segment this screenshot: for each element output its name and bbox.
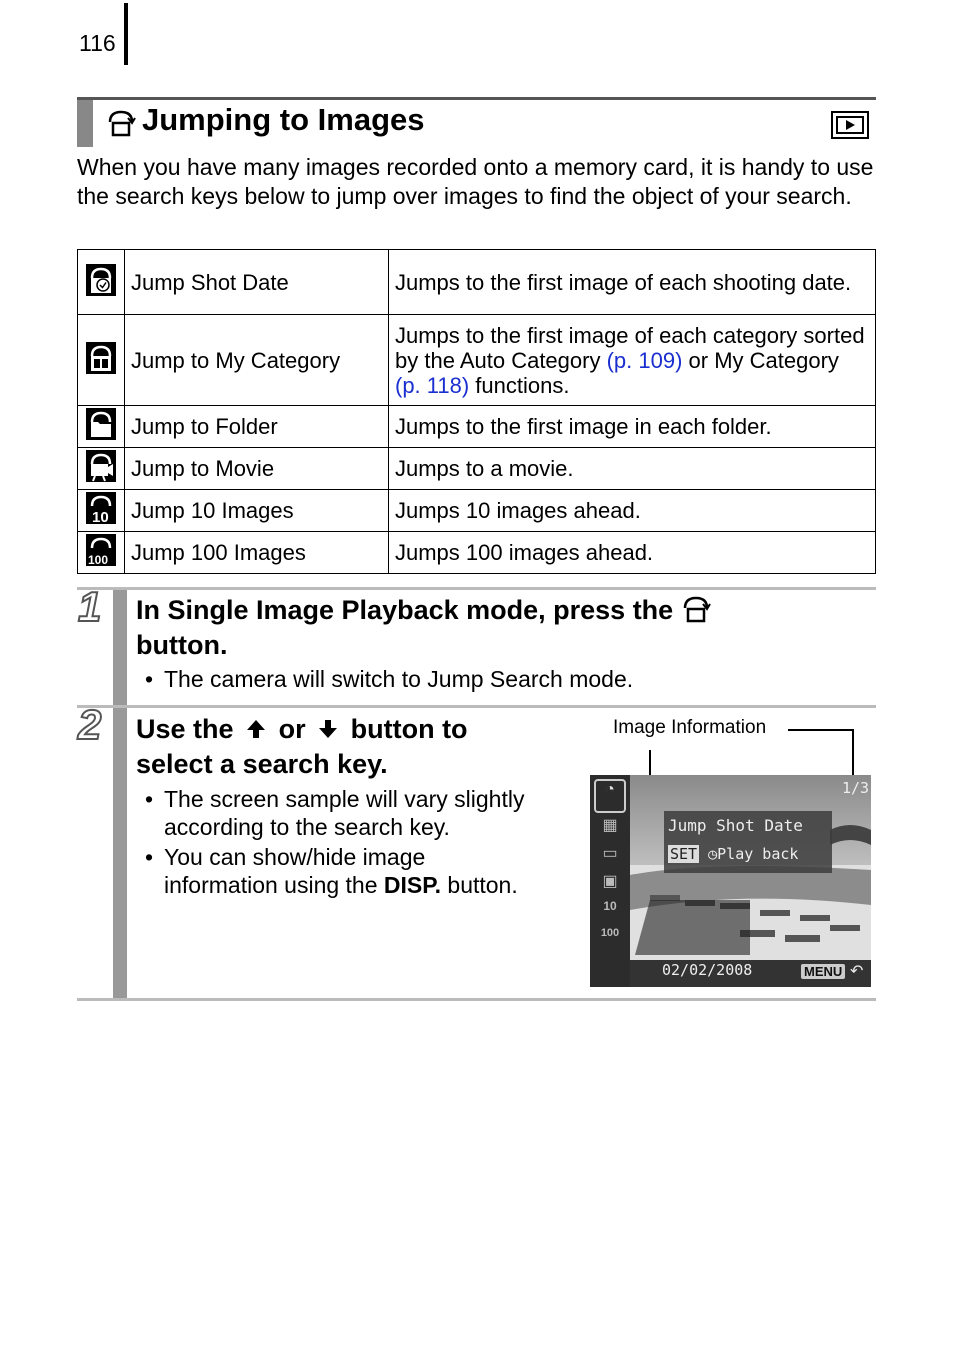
key-name: Jump to Folder <box>125 406 389 448</box>
jump-folder-icon <box>86 408 116 440</box>
jump-my-category-icon: ▦ <box>602 817 618 834</box>
jump-folder-icon: ▭ <box>602 845 618 862</box>
bullet-text-2: according to the search key. <box>164 814 450 840</box>
step-1-heading-text-2: button. <box>136 630 228 660</box>
page-number: 116 <box>79 30 116 56</box>
camera-screen <box>590 775 871 987</box>
icon-cell <box>78 250 125 315</box>
jump-shot-date-icon: ◔ <box>594 779 626 813</box>
step-2-number: 2 <box>78 701 102 748</box>
image-information-label: Image Information <box>613 717 767 738</box>
step-1-heading-text: In Single Image Playback mode, press the <box>136 595 674 625</box>
icon-cell <box>78 490 125 532</box>
intro-paragraph: When you have many images recorded onto a memory card, it is handy to use the search keys below to jump over images to find the object of your search. <box>77 154 874 209</box>
svg-text:100: 100 <box>88 553 109 566</box>
jump-movie-icon <box>86 450 116 482</box>
step-1-rule <box>77 587 876 590</box>
bullet-text-part: button. <box>441 872 518 898</box>
jump-icon <box>106 108 136 138</box>
jump-shot-date-icon <box>86 264 116 296</box>
svg-text:10: 10 <box>92 509 109 524</box>
key-desc: Jumps to a movie. <box>389 448 876 490</box>
table-row <box>78 315 876 406</box>
clock-icon: ◷ <box>708 845 718 863</box>
title-rule <box>77 97 876 100</box>
jump-100-icon: 100 <box>600 927 620 939</box>
jump-button-icon <box>681 594 711 624</box>
search-keys-table <box>77 249 876 574</box>
bullet-text: The camera will switch to Jump Search mode. <box>164 666 634 692</box>
bullet-text: The screen sample will vary slightly <box>164 786 525 812</box>
return-icon: ↶ <box>850 963 864 980</box>
jump-100-icon <box>86 534 116 566</box>
table-row <box>78 532 876 574</box>
icon-cell <box>78 406 125 448</box>
down-arrow-icon <box>317 718 339 740</box>
key-name: Jump to My Category <box>125 315 389 406</box>
title-block <box>77 100 93 147</box>
step-2-heading-or: or <box>278 714 306 744</box>
jump-icon-list <box>594 779 626 955</box>
step-2-heading-text-3: select a search key. <box>136 749 388 779</box>
key-name: Jump 100 Images <box>125 532 389 574</box>
key-desc <box>389 315 876 406</box>
desc-text: or My Category <box>682 347 839 373</box>
key-name: Jump to Movie <box>125 448 389 490</box>
desc-text: Jumps to the first image of each category sorted by the Auto Category <box>395 322 865 373</box>
table-row <box>78 406 876 448</box>
table-row <box>78 250 876 315</box>
bullet-text: You can show/hide image <box>164 844 426 870</box>
jump-movie-icon: ▣ <box>602 873 618 890</box>
step-1-heading <box>136 593 711 663</box>
jump-my-category-icon <box>86 342 116 374</box>
set-playback-row <box>668 845 798 863</box>
table-row <box>78 448 876 490</box>
page-link-118[interactable]: (p. 118) <box>395 372 470 398</box>
desc-text: functions. <box>469 372 570 398</box>
disp-button-label: DISP. <box>383 872 442 898</box>
step-2-bar <box>113 708 127 1000</box>
info-title: Jump Shot Date <box>668 816 803 835</box>
icon-cell <box>78 315 125 406</box>
set-button-label: SET <box>670 845 698 863</box>
icon-cell <box>78 448 125 490</box>
image-counter: 1/3 <box>842 779 870 797</box>
playback-mode-icon <box>830 110 870 140</box>
key-name: Jump 10 Images <box>125 490 389 532</box>
table-row <box>78 490 876 532</box>
key-desc: Jumps to the first image in each folder. <box>389 406 876 448</box>
step-2-heading <box>136 712 468 782</box>
shot-date: 02/02/2008 <box>662 961 753 979</box>
step-2-rule <box>77 705 876 708</box>
step-2-heading-text: Use the <box>136 714 234 744</box>
step-1-number: 1 <box>78 583 102 630</box>
playback-label: Play back <box>717 845 799 863</box>
jump-10-icon: 10 <box>603 899 617 913</box>
key-desc: Jumps 10 images ahead. <box>389 490 876 532</box>
jump-10-icon <box>86 492 116 524</box>
section-title: Jumping to Images <box>142 102 425 137</box>
step-2-heading-text-2: button to <box>350 714 468 744</box>
bullet-text-part: information using the <box>164 872 384 898</box>
bullet-dot: • <box>145 844 154 870</box>
icon-cell <box>78 532 125 574</box>
key-desc: Jumps to the first image of each shooting date. <box>389 250 876 315</box>
menu-button-label: MENU <box>801 964 845 979</box>
page-link-109[interactable]: (p. 109) <box>606 347 683 373</box>
key-name: Jump Shot Date <box>125 250 389 315</box>
bottom-rule <box>77 998 876 1001</box>
bullet-text-2 <box>164 871 518 900</box>
beach-photo <box>590 775 871 987</box>
bullet-dot: • <box>145 786 154 812</box>
page-number-bar <box>124 3 128 65</box>
bullet-dot: • <box>145 666 154 692</box>
step-1-bar <box>113 590 127 706</box>
key-desc: Jumps 100 images ahead. <box>389 532 876 574</box>
up-arrow-icon <box>245 718 267 740</box>
